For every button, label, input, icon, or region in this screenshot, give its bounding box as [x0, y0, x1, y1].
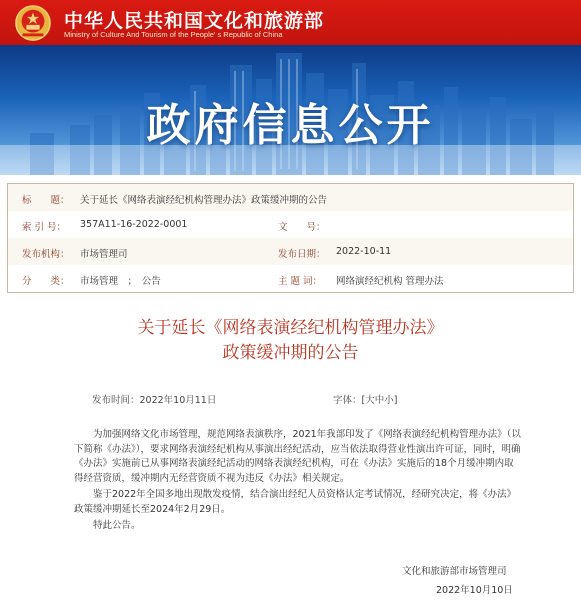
meta-issuer-value: 市场管理司	[80, 249, 128, 260]
article-paragraph-3: 特此公告。	[93, 520, 141, 531]
meta-row-category	[8, 265, 573, 292]
meta-issuer-label: 发布机构：	[22, 249, 70, 260]
article-body	[74, 428, 522, 534]
meta-row-title	[8, 184, 573, 211]
article-paragraph-2: 鉴于2022年全国多地出现散发疫情，结合演出经纪人员资格认定考试情况，经研究决定，将《办法》政策缓冲期延长至2024年2月29日。	[74, 489, 517, 515]
publish-time: 发布时间：2022年10月11日	[92, 395, 217, 406]
meta-index-value: 357A11-16-2022-0001	[80, 219, 188, 230]
document-metadata-table	[7, 183, 574, 293]
ministry-name-cn[interactable]: 中华人民共和国文化和旅游部	[64, 10, 325, 32]
gov-info-banner	[0, 45, 581, 175]
signature-date: 2022年10月10日	[436, 585, 513, 596]
meta-title-value: 关于延长《网络表演经纪机构管理办法》政策缓冲期的公告	[80, 195, 328, 206]
article-title-line-2: 政策缓冲期的公告	[222, 343, 359, 363]
meta-subject-label: 主 题 词：	[278, 276, 323, 287]
article-title-line-1: 关于延长《网络表演经纪机构管理办法》	[137, 318, 444, 338]
meta-title-label: 标 题：	[22, 195, 70, 206]
meta-row-index	[8, 211, 573, 238]
meta-subject-value: 网络演经纪机构 管理办法	[336, 276, 444, 287]
meta-index-label: 索 引 号：	[22, 222, 67, 233]
national-emblem-icon[interactable]	[14, 4, 52, 42]
meta-category-label: 分 类：	[22, 276, 70, 287]
ministry-header	[0, 0, 581, 45]
font-size-options[interactable]: [大中小]	[361, 395, 398, 406]
article-paragraph-1: 为加强网络文化市场管理，规范网络表演秩序，2021年我部印发了《网络表演经纪机构管理办法》（以下简称《办法》），要求网络表演经纪机构从事演出经纪活动，应当依法取得营业性演出许可证，同时，明确《办法》实施前已从事网络表演经纪活动的网络表演经纪机构，可在《办法》实施后的18个月缓冲期内取得经营资质，缓冲期内无经营资质不视为违反《办法》相关规定。	[74, 429, 521, 484]
meta-doc-no-label: 文 号：	[278, 222, 326, 233]
banner-title: 政府信息公开	[146, 100, 435, 151]
meta-date-value: 2022-10-11	[336, 246, 392, 257]
meta-row-issuer	[8, 238, 573, 265]
meta-category-value: 市场管理 ； 公告	[80, 276, 161, 287]
font-size-control	[333, 392, 397, 406]
ministry-name-en: Ministry of Culture And Tourism of the People' s Republic of China	[64, 30, 283, 39]
meta-date-label: 发布日期：	[278, 249, 326, 260]
font-size-label: 字体：	[333, 395, 362, 406]
signature-organization: 文化和旅游部市场管理司	[402, 566, 507, 577]
